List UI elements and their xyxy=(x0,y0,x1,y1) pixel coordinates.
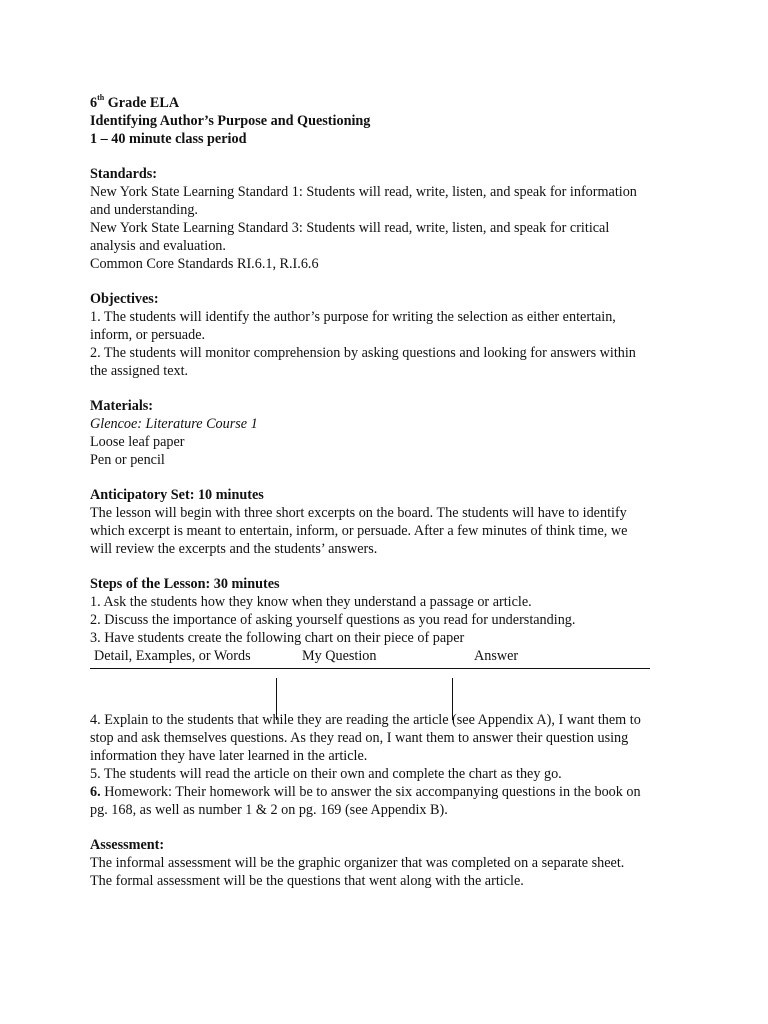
chart-header-answer: Answer xyxy=(474,648,519,664)
standards-line: New York State Learning Standard 3: Students will read, write, listen, and speak for critical xyxy=(90,220,610,236)
anticipatory-heading: Anticipatory Set: 10 minutes xyxy=(90,487,264,503)
materials-item: Loose leaf paper xyxy=(90,434,185,450)
anticipatory-line: will review the excerpts and the students’ answers. xyxy=(90,541,378,557)
grade-number: 6 xyxy=(90,95,98,111)
steps-line: stop and ask themselves questions. As they read on, I want them to answer their question using xyxy=(90,730,629,746)
class-period: 1 – 40 minute class period xyxy=(90,131,247,147)
standards-line: New York State Learning Standard 1: Students will read, write, listen, and speak for information xyxy=(90,184,637,200)
objectives-line: inform, or persuade. xyxy=(90,327,206,343)
anticipatory-line: which excerpt is meant to entertain, inform, or persuade. After a few minutes of think time, we xyxy=(90,523,628,539)
steps-line: 2. Discuss the importance of asking yourself questions as you read for understanding. xyxy=(90,612,576,628)
objectives-heading: Objectives: xyxy=(90,291,159,307)
objectives-line: the assigned text. xyxy=(90,363,189,379)
chart-divider-left xyxy=(276,678,277,720)
assessment-heading: Assessment: xyxy=(90,837,165,853)
lesson-title: Identifying Author’s Purpose and Questioning xyxy=(90,113,371,129)
standards-line: Common Core Standards RI.6.1, R.I.6.6 xyxy=(90,256,319,272)
steps-line: 1. Ask the students how they know when they understand a passage or article. xyxy=(90,594,532,610)
chart-header-detail: Detail, Examples, or Words xyxy=(94,648,251,664)
objectives-line: 2. The students will monitor comprehension by asking questions and looking for answers within xyxy=(90,345,636,361)
assessment-line: The formal assessment will be the questions that went along with the article. xyxy=(90,873,524,889)
steps-line: 4. Explain to the students that while they are reading the article (see Appendix A), I want them to xyxy=(90,712,641,728)
standards-line: and understanding. xyxy=(90,202,198,218)
grade-heading xyxy=(90,94,690,112)
grade-superscript: th xyxy=(97,93,105,103)
objectives-line: 1. The students will identify the author’s purpose for writing the selection as either entertain, xyxy=(90,309,616,325)
materials-item: Pen or pencil xyxy=(90,452,165,468)
assessment-line: The informal assessment will be the graphic organizer that was completed on a separate sheet. xyxy=(90,855,625,871)
steps-line: 3. Have students create the following chart on their piece of paper xyxy=(90,630,465,646)
standards-heading: Standards: xyxy=(90,166,158,182)
grade-label: Grade ELA xyxy=(104,95,180,111)
standards-line: analysis and evaluation. xyxy=(90,238,226,254)
question-chart xyxy=(90,647,690,711)
materials-heading: Materials: xyxy=(90,398,154,414)
chart-header-question: My Question xyxy=(302,648,377,664)
step-six-line: pg. 168, as well as number 1 & 2 on pg. 169 (see Appendix B). xyxy=(90,802,448,818)
steps-heading: Steps of the Lesson: 30 minutes xyxy=(90,576,280,592)
anticipatory-line: The lesson will begin with three short excerpts on the board. The students will have to identify xyxy=(90,505,627,521)
step-six-number: 6. xyxy=(90,784,101,800)
chart-divider-right xyxy=(452,678,453,720)
steps-line: information they have later learned in the article. xyxy=(90,748,368,764)
chart-horizontal-rule xyxy=(90,668,650,669)
materials-book: Glencoe: Literature Course 1 xyxy=(90,416,258,432)
lesson-plan-page xyxy=(90,94,690,890)
step-six-text: Homework: Their homework will be to answer the six accompanying questions in the book on xyxy=(100,784,641,800)
steps-line: 5. The students will read the article on their own and complete the chart as they go. xyxy=(90,766,562,782)
step-six-line xyxy=(90,783,690,801)
